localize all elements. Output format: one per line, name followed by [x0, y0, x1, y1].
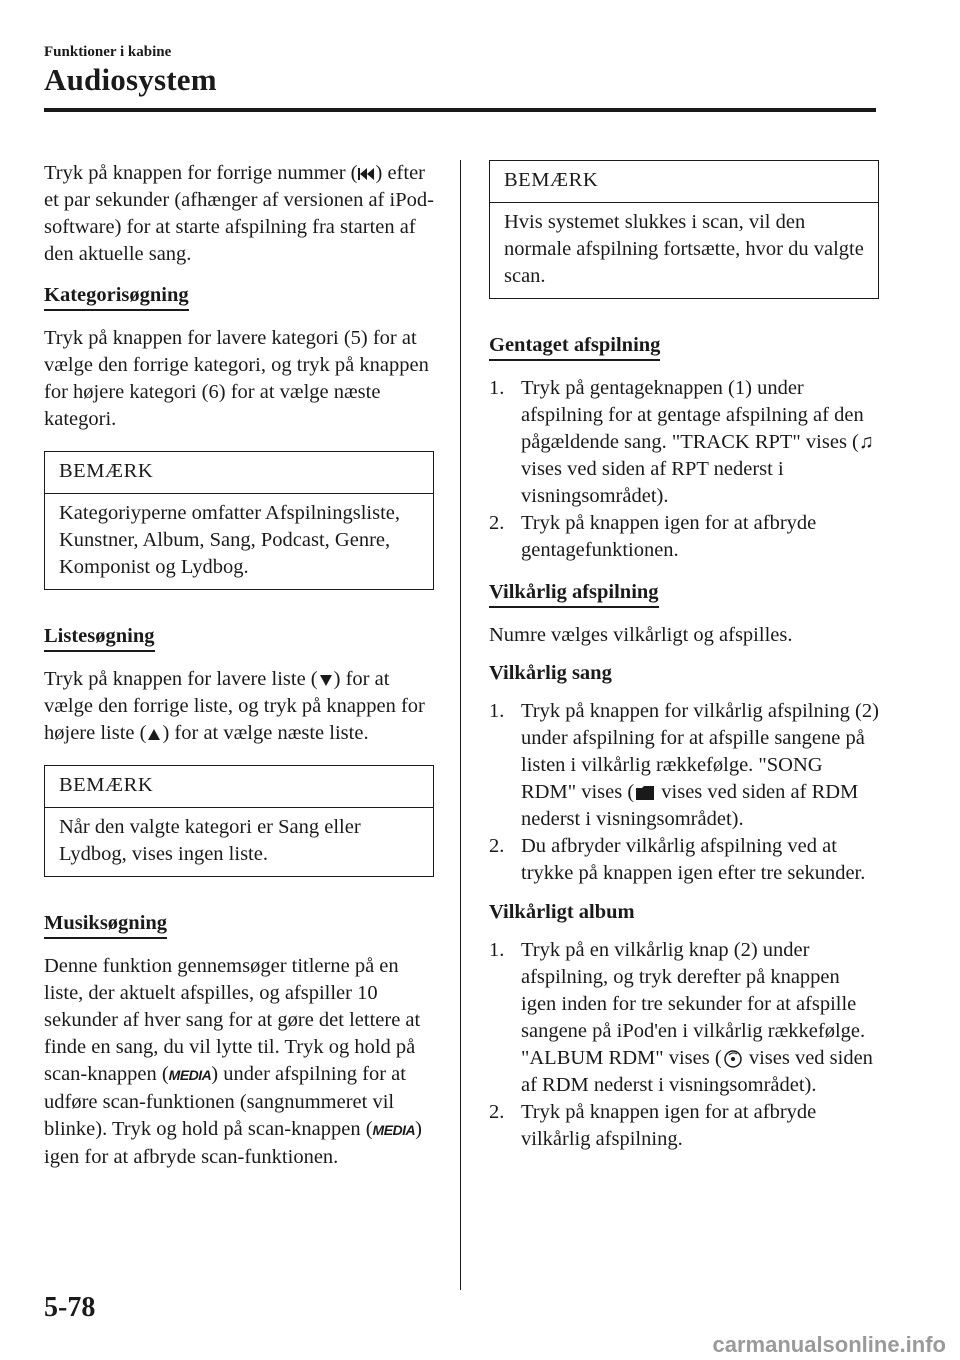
note-body: Hvis systemet slukkes i scan, vil den normale afspilning fortsætte, hvor du valgte scan. — [504, 211, 864, 287]
title-rule — [44, 108, 876, 112]
triangle-down-icon — [320, 675, 332, 686]
list-item: 1. Tryk på gentageknappen (1) under afspilning for at gentage afspilning af den pågældende sang. "TRACK RPT" vises (♫ vises ved siden af RPT nederst i visningsområdet). — [489, 377, 874, 507]
note-box — [44, 451, 434, 590]
list-item: 1. Tryk på knappen for vilkårlig afspilning (2) under afspilning for at afspille sangene på listen i vilkårlig rækkefølge. "SONG RDM" vises ( vises ved siden af RDM nederst i visningsområdet). — [489, 700, 879, 830]
kategori-paragraph: Tryk på knappen for lavere kategori (5) for at vælge den forrige kategori, og tryk på knappen for højere kategori (6) for at vælge næste kategori. — [44, 327, 429, 430]
vilkaarlig-sang-list — [489, 698, 879, 887]
gentaget-list — [489, 375, 879, 564]
page-number: 5-78 — [44, 1292, 96, 1323]
liste-paragraph: Tryk på knappen for lavere liste ( ) for at vælge den forrige liste, og tryk på knappen for højere liste ( ) for at vælge næste liste. — [44, 668, 425, 744]
intro-paragraph: Tryk på knappen for forrige nummer ( ) efter et par sekunder (afhænger af versionen af iPod-software) for at starte afspilning fra starten af den aktuelle sang. — [44, 162, 434, 265]
note-box — [44, 765, 434, 877]
list-item: 2. Tryk på knappen igen for at afbryde vilkårlig afspilning. — [489, 1101, 817, 1150]
list-item: 1. Tryk på en vilkårlig knap (2) under afspilning, og tryk derefter på knappen igen inden for tre sekunder for at afspille sangene på iPod'en i vilkårlig rækkefølge. "ALBUM RDM" vises ( vises ved siden af RDM nederst i visningsområdet). — [489, 939, 873, 1096]
vilkaarligt-album-list — [489, 937, 879, 1153]
media-button-icon: MEDIA — [168, 1067, 212, 1083]
column-divider — [460, 160, 461, 1290]
section-label: Funktioner i kabine — [44, 44, 172, 60]
music-note-icon: ♫ — [858, 431, 874, 453]
heading-listesogning: Listesøgning — [44, 624, 155, 652]
subheading-vilkaarlig-sang: Vilkårlig sang — [489, 662, 612, 684]
right-column — [489, 160, 879, 1165]
page-title: Audiosystem — [44, 62, 217, 97]
media-button-icon: MEDIA — [372, 1122, 416, 1138]
skip-back-icon — [360, 168, 374, 180]
folder-icon — [636, 786, 654, 800]
subheading-vilkaarligt-album: Vilkårligt album — [489, 901, 635, 923]
note-title: BEMÆRK — [45, 766, 433, 808]
note-box — [489, 160, 879, 299]
note-body: Når den valgte kategori er Sang eller Lydbog, vises ingen liste. — [59, 816, 361, 865]
disc-icon — [724, 1050, 742, 1068]
list-item: 2. Tryk på knappen igen for at afbryde gentagefunktionen. — [489, 512, 817, 561]
triangle-up-icon — [148, 729, 160, 740]
musik-paragraph: Denne funktion gennemsøger titlerne på en liste, der aktuelt afspilles, og afspiller 10 sekunder af hver sang for at gøre det lettere at finde en sang, du vil lytte til. Tryk og hold på scan-knappen (MEDIA) under afspilning for at udføre scan-funktionen (sangnummeret vil blinke). Tryk og hold på scan-knappen (MEDIA) igen for at afbryde scan-funktionen. — [44, 955, 422, 1168]
note-body: Kategoriyperne omfatter Afspilningsliste, Kunstner, Album, Sang, Podcast, Genre, Komponist og Lydbog. — [59, 502, 401, 578]
heading-musiksogning: Musiksøgning — [44, 911, 167, 939]
list-item: 2. Du afbryder vilkårlig afspilning ved at trykke på knappen igen efter tre sekunder. — [489, 835, 866, 884]
heading-gentaget-afspilning: Gentaget afspilning — [489, 333, 660, 361]
note-title: BEMÆRK — [45, 452, 433, 494]
heading-vilkaarlig-afspilning: Vilkårlig afspilning — [489, 580, 659, 608]
watermark: carmanualsonline.info — [712, 1332, 946, 1357]
vilkaarlig-intro: Numre vælges vilkårligt og afspilles. — [489, 624, 793, 646]
left-column — [44, 160, 434, 1182]
note-title: BEMÆRK — [490, 161, 878, 203]
heading-kategorisogning: Kategorisøgning — [44, 283, 189, 311]
